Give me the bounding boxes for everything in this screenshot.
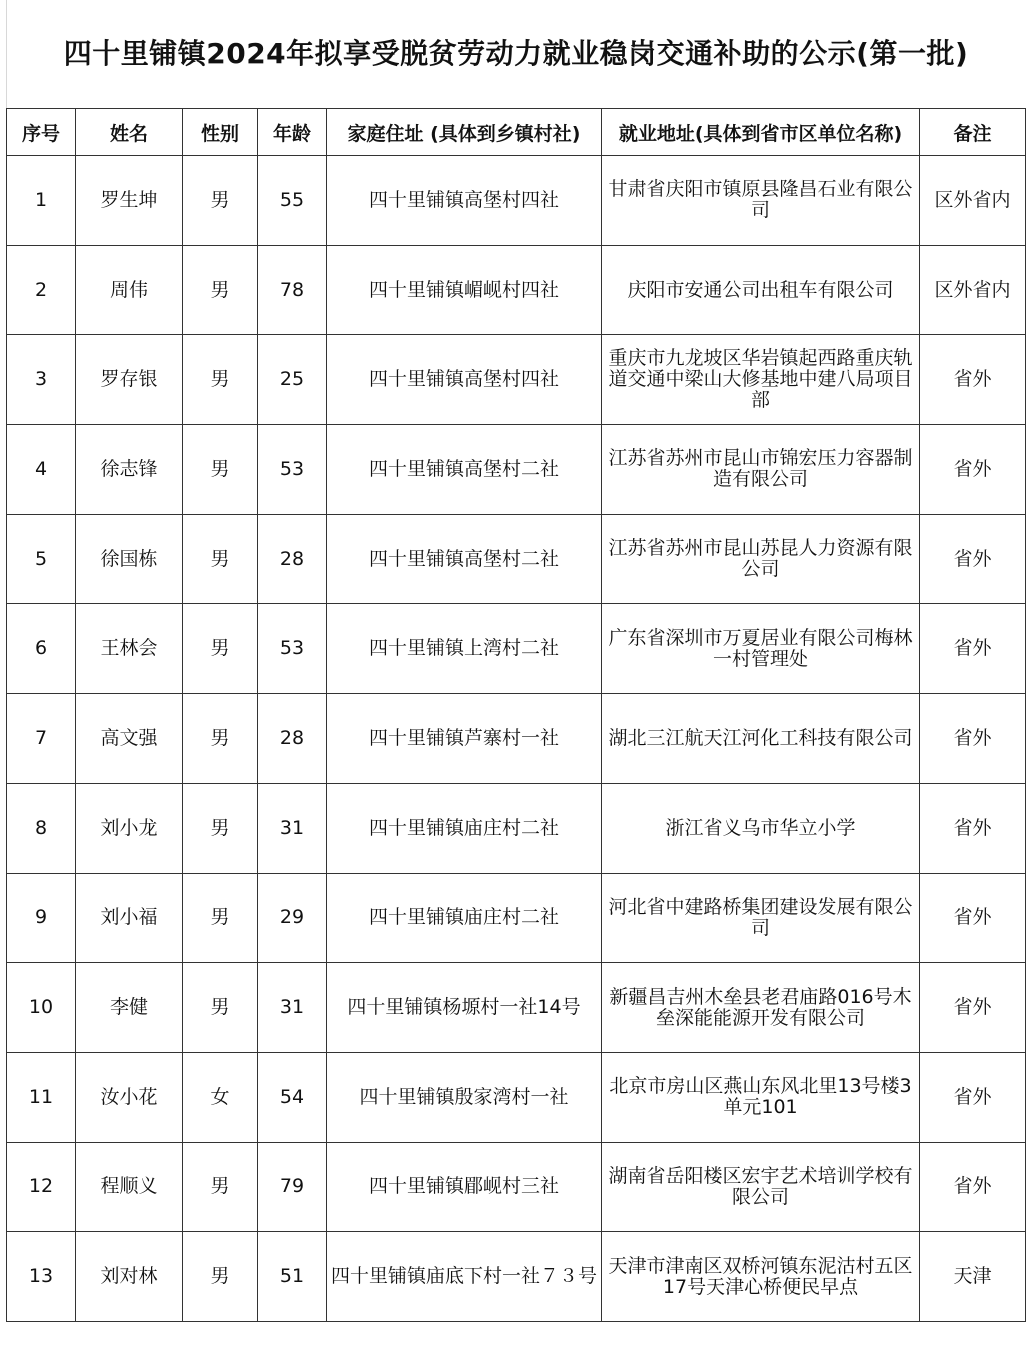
cell-gender[interactable]: 女: [183, 1052, 258, 1142]
cell-name[interactable]: 王林会: [76, 604, 183, 694]
page-title: 四十里铺镇2024年拟享受脱贫劳动力就业稳岗交通补助的公示(第一批): [63, 37, 969, 70]
cell-seq[interactable]: 10: [7, 963, 76, 1053]
cell-address[interactable]: 四十里铺镇庙庄村二社: [327, 783, 602, 873]
cell-address[interactable]: 四十里铺镇高堡村四社: [327, 335, 602, 425]
cell-note[interactable]: 省外: [920, 1142, 1026, 1232]
cell-gender[interactable]: 男: [183, 514, 258, 604]
cell-age[interactable]: 25: [258, 335, 327, 425]
cell-note[interactable]: 省外: [920, 783, 1026, 873]
cell-note[interactable]: 天津: [920, 1232, 1026, 1322]
cell-seq[interactable]: 5: [7, 514, 76, 604]
header-workplace[interactable]: 就业地址(具体到省市区单位名称): [602, 109, 920, 156]
cell-seq[interactable]: 7: [7, 694, 76, 784]
table-row: [7, 873, 1026, 963]
cell-age[interactable]: 28: [258, 694, 327, 784]
cell-gender[interactable]: 男: [183, 1232, 258, 1322]
header-name[interactable]: 姓名: [76, 109, 183, 156]
cell-workplace[interactable]: 江苏省苏州市昆山市锦宏压力容器制造有限公司: [602, 425, 920, 515]
cell-workplace[interactable]: 河北省中建路桥集团建设发展有限公司: [602, 873, 920, 963]
cell-age[interactable]: 53: [258, 604, 327, 694]
cell-note[interactable]: 区外省内: [920, 156, 1026, 246]
cell-name[interactable]: 李健: [76, 963, 183, 1053]
cell-address[interactable]: 四十里铺镇上湾村二社: [327, 604, 602, 694]
cell-seq[interactable]: 11: [7, 1052, 76, 1142]
cell-gender[interactable]: 男: [183, 335, 258, 425]
cell-name[interactable]: 徐国栋: [76, 514, 183, 604]
header-seq[interactable]: 序号: [7, 109, 76, 156]
cell-seq[interactable]: 13: [7, 1232, 76, 1322]
cell-workplace[interactable]: 广东省深圳市万夏居业有限公司梅林一村管理处: [602, 604, 920, 694]
cell-name[interactable]: 刘对林: [76, 1232, 183, 1322]
cell-address[interactable]: 四十里铺镇杨塬村一社14号: [327, 963, 602, 1053]
cell-gender[interactable]: 男: [183, 783, 258, 873]
cell-address[interactable]: 四十里铺镇高堡村四社: [327, 156, 602, 246]
cell-age[interactable]: 54: [258, 1052, 327, 1142]
cell-gender[interactable]: 男: [183, 1142, 258, 1232]
header-age[interactable]: 年龄: [258, 109, 327, 156]
cell-age[interactable]: 29: [258, 873, 327, 963]
cell-note[interactable]: 省外: [920, 604, 1026, 694]
cell-name[interactable]: 刘小福: [76, 873, 183, 963]
cell-address[interactable]: 四十里铺镇嵋岘村四社: [327, 245, 602, 335]
cell-workplace[interactable]: 湖南省岳阳楼区宏宇艺术培训学校有限公司: [602, 1142, 920, 1232]
cell-name[interactable]: 汝小花: [76, 1052, 183, 1142]
cell-address[interactable]: 四十里铺镇芦寨村一社: [327, 694, 602, 784]
cell-workplace[interactable]: 湖北三江航天江河化工科技有限公司: [602, 694, 920, 784]
cell-note[interactable]: 省外: [920, 873, 1026, 963]
table-row: [7, 335, 1026, 425]
cell-workplace[interactable]: 浙江省义乌市华立小学: [602, 783, 920, 873]
cell-workplace[interactable]: 北京市房山区燕山东风北里13号楼3单元101: [602, 1052, 920, 1142]
cell-seq[interactable]: 12: [7, 1142, 76, 1232]
cell-name[interactable]: 高文强: [76, 694, 183, 784]
cell-gender[interactable]: 男: [183, 245, 258, 335]
cell-note[interactable]: 省外: [920, 963, 1026, 1053]
cell-age[interactable]: 31: [258, 963, 327, 1053]
table-row: [7, 425, 1026, 515]
cell-name[interactable]: 罗生坤: [76, 156, 183, 246]
cell-workplace[interactable]: 江苏省苏州市昆山苏昆人力资源有限公司: [602, 514, 920, 604]
cell-address[interactable]: 四十里铺镇高堡村二社: [327, 425, 602, 515]
cell-workplace[interactable]: 重庆市九龙坡区华岩镇起西路重庆轨道交通中梁山大修基地中建八局项目部: [602, 335, 920, 425]
cell-seq[interactable]: 9: [7, 873, 76, 963]
table-row: [7, 694, 1026, 784]
table-row: [7, 1232, 1026, 1322]
cell-address[interactable]: 四十里铺镇郿岘村三社: [327, 1142, 602, 1232]
cell-address[interactable]: 四十里铺镇高堡村二社: [327, 514, 602, 604]
cell-note[interactable]: 省外: [920, 694, 1026, 784]
cell-seq[interactable]: 2: [7, 245, 76, 335]
cell-seq[interactable]: 8: [7, 783, 76, 873]
cell-age[interactable]: 55: [258, 156, 327, 246]
cell-seq[interactable]: 6: [7, 604, 76, 694]
cell-age[interactable]: 31: [258, 783, 327, 873]
cell-note[interactable]: 省外: [920, 425, 1026, 515]
cell-age[interactable]: 79: [258, 1142, 327, 1232]
cell-gender[interactable]: 男: [183, 963, 258, 1053]
table-row: [7, 963, 1026, 1053]
cell-note[interactable]: 省外: [920, 1052, 1026, 1142]
cell-workplace[interactable]: 庆阳市安通公司出租车有限公司: [602, 245, 920, 335]
cell-name[interactable]: 罗存银: [76, 335, 183, 425]
cell-name[interactable]: 程顺义: [76, 1142, 183, 1232]
cell-name[interactable]: 刘小龙: [76, 783, 183, 873]
cell-address[interactable]: 四十里铺镇庙底下村一社７３号: [327, 1232, 602, 1322]
cell-age[interactable]: 51: [258, 1232, 327, 1322]
header-note[interactable]: 备注: [920, 109, 1026, 156]
header-gender[interactable]: 性别: [183, 109, 258, 156]
cell-workplace[interactable]: 甘肃省庆阳市镇原县隆昌石业有限公司: [602, 156, 920, 246]
cell-workplace[interactable]: 新疆昌吉州木垒县老君庙路016号木垒深能能源开发有限公司: [602, 963, 920, 1053]
cell-age[interactable]: 78: [258, 245, 327, 335]
cell-address[interactable]: 四十里铺镇殷家湾村一社: [327, 1052, 602, 1142]
cell-address[interactable]: 四十里铺镇庙庄村二社: [327, 873, 602, 963]
cell-note[interactable]: 省外: [920, 514, 1026, 604]
cell-age[interactable]: 28: [258, 514, 327, 604]
cell-name[interactable]: 周伟: [76, 245, 183, 335]
cell-workplace[interactable]: 天津市津南区双桥河镇东泥沽村五区17号天津心桥便民早点: [602, 1232, 920, 1322]
table-row: [7, 514, 1026, 604]
cell-gender[interactable]: 男: [183, 694, 258, 784]
table-row: [7, 1142, 1026, 1232]
cell-seq[interactable]: 3: [7, 335, 76, 425]
cell-gender[interactable]: 男: [183, 604, 258, 694]
cell-seq[interactable]: 1: [7, 156, 76, 246]
header-address[interactable]: 家庭住址 (具体到乡镇村社): [327, 109, 602, 156]
table-row: [7, 156, 1026, 246]
table-row: [7, 1052, 1026, 1142]
table-row: [7, 245, 1026, 335]
cell-gender[interactable]: 男: [183, 873, 258, 963]
roster-table: [6, 108, 1026, 1322]
cell-note[interactable]: 区外省内: [920, 245, 1026, 335]
cell-gender[interactable]: 男: [183, 425, 258, 515]
cell-name[interactable]: 徐志锋: [76, 425, 183, 515]
table-row: [7, 783, 1026, 873]
cell-seq[interactable]: 4: [7, 425, 76, 515]
cell-note[interactable]: 省外: [920, 335, 1026, 425]
header-row: [7, 109, 1026, 156]
cell-age[interactable]: 53: [258, 425, 327, 515]
cell-gender[interactable]: 男: [183, 156, 258, 246]
table-row: [7, 604, 1026, 694]
